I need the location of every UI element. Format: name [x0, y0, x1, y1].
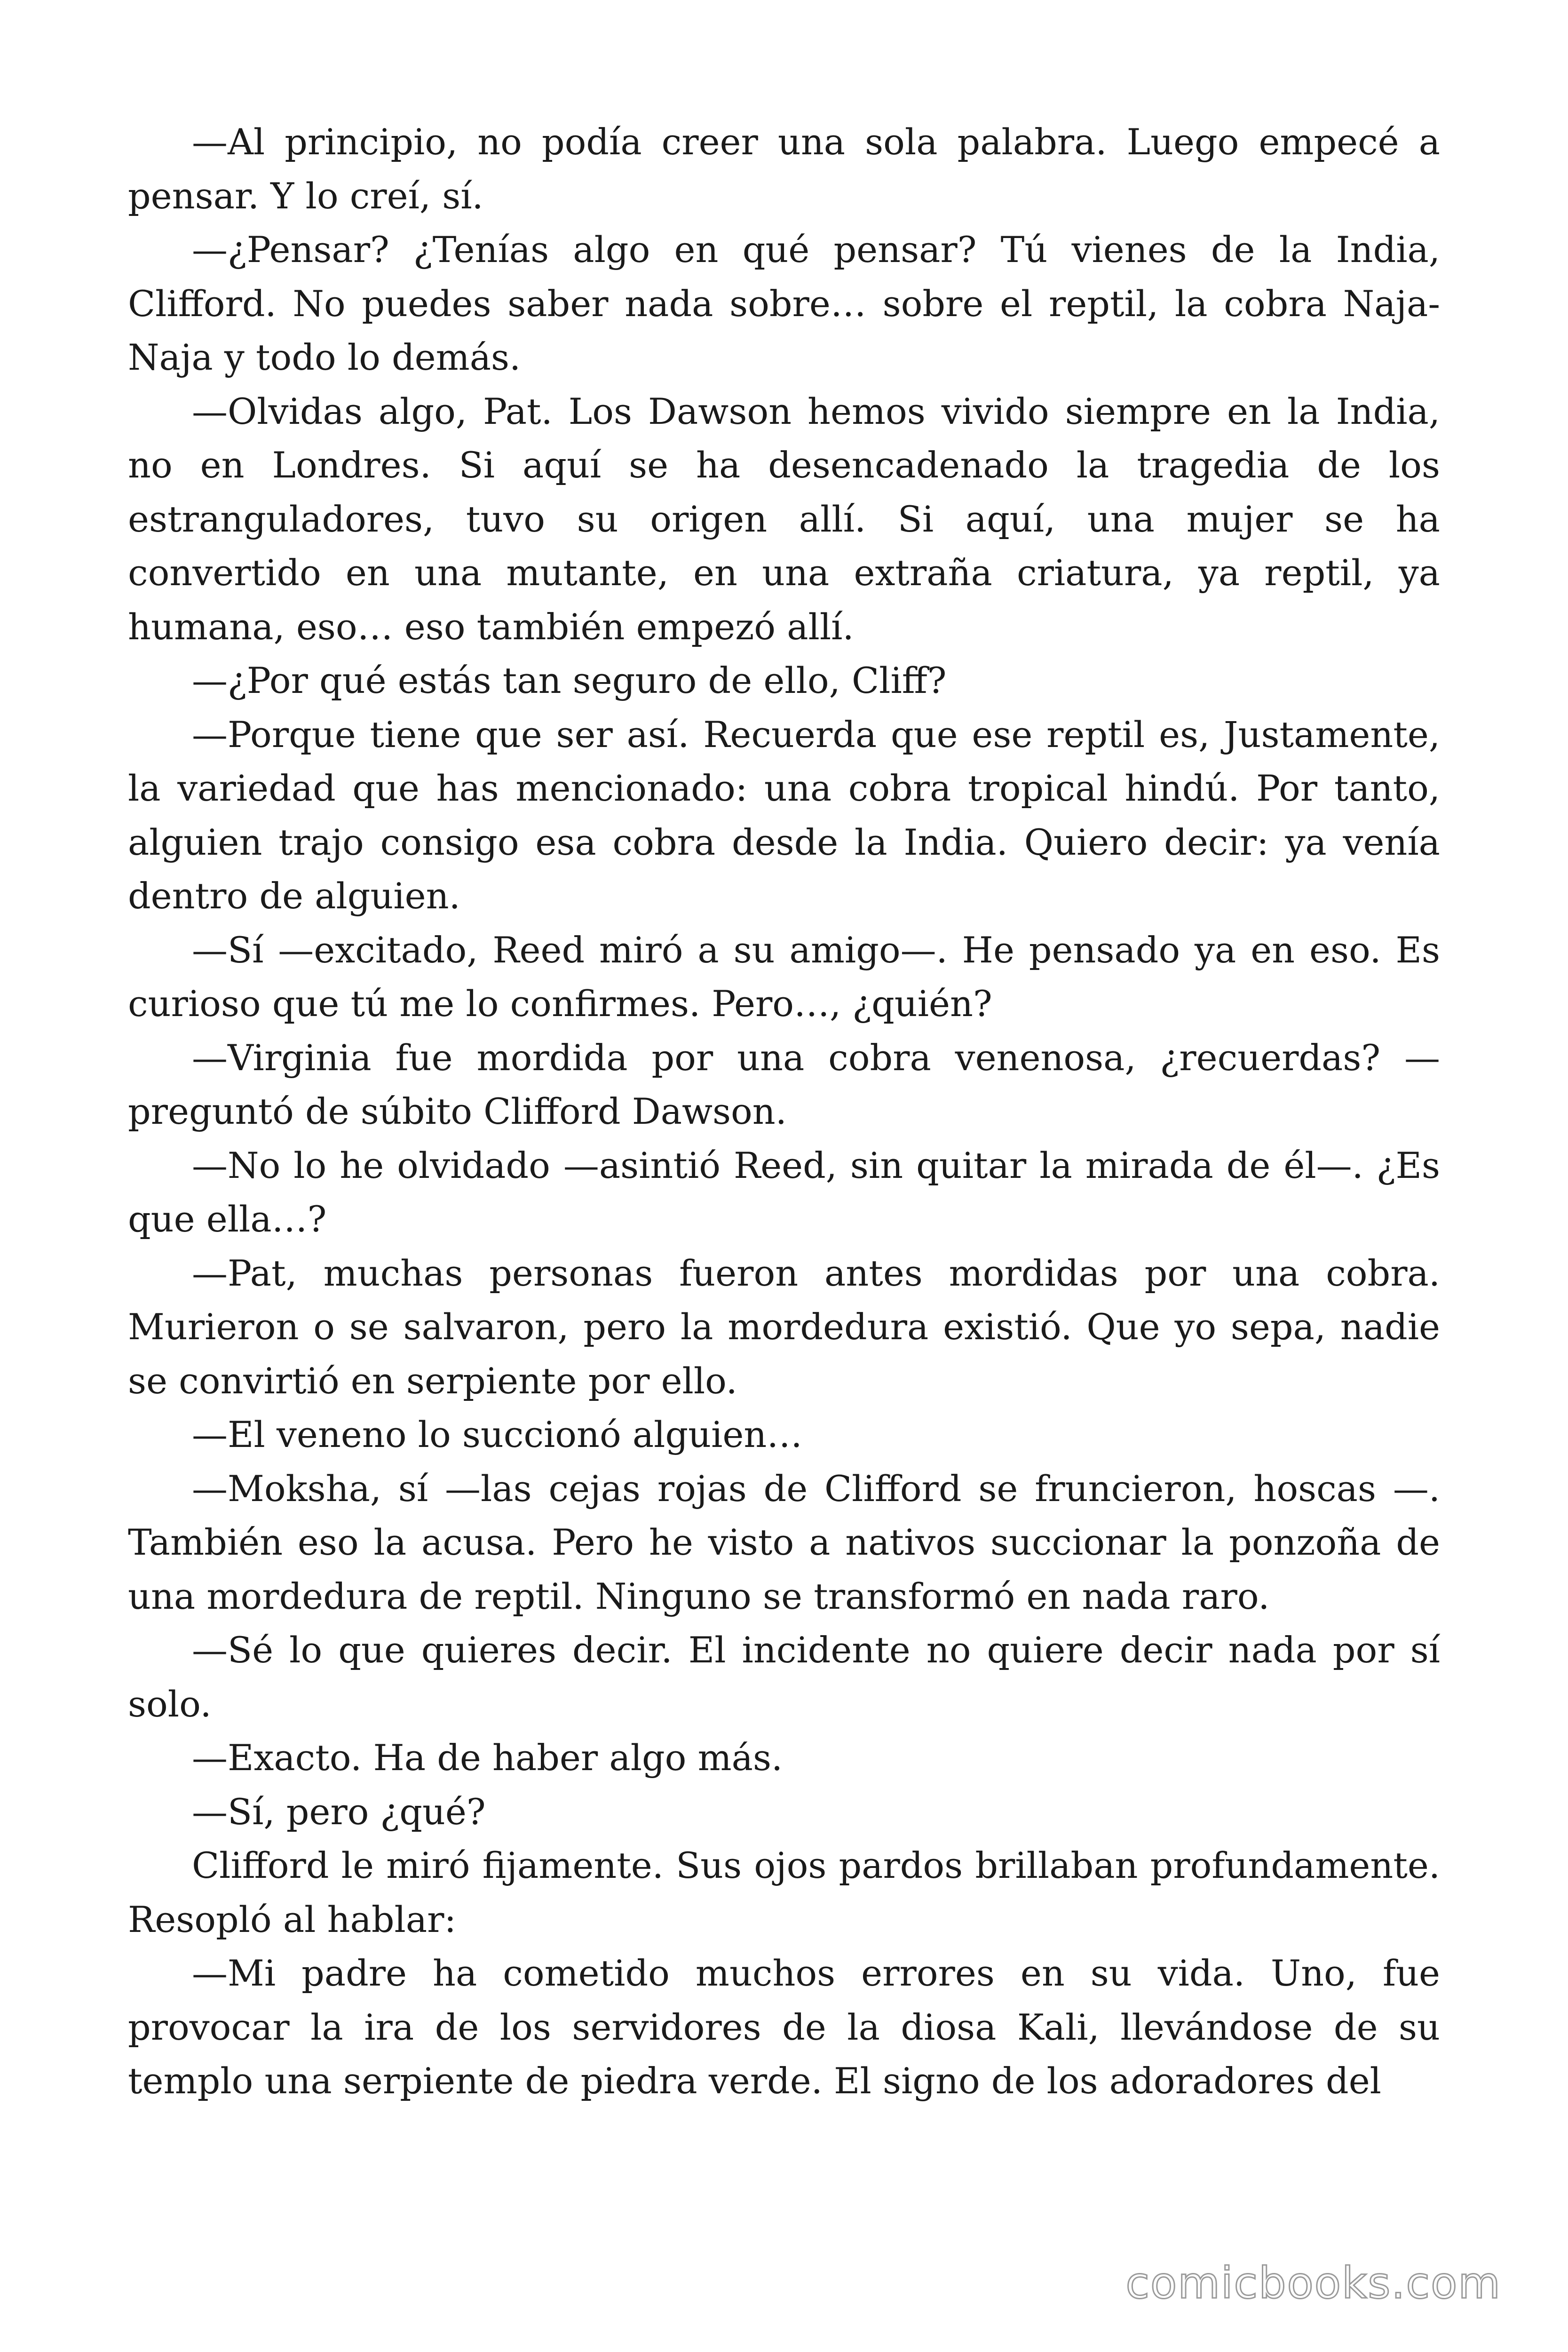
paragraph: —¿Pensar? ¿Tenías algo en qué pensar? Tú vienes de la India, Clifford. No puedes saber nada sobre… sobre el reptil, la cobra Naja-Naja y todo lo demás. — [128, 229, 1440, 378]
body-text — [128, 115, 1440, 2108]
paragraph: Clifford le miró fijamente. Sus ojos pardos brillaban profundamente. Resopló al hablar: — [128, 1844, 1440, 1940]
paragraph: —Pat, muchas personas fueron antes mordidas por una cobra. Murieron o se salvaron, pero la mordedura existió. Que yo sepa, nadie se convirtió en serpiente por ello. — [128, 1252, 1440, 1402]
paragraph: —Sé lo que quieres decir. El incidente no quiere decir nada por sí solo. — [128, 1629, 1440, 1725]
paragraph: —El veneno lo succionó alguien… — [192, 1414, 803, 1455]
paragraph: —Exacto. Ha de haber algo más. — [192, 1737, 783, 1779]
watermark-logo: comicbooks.com — [1125, 2258, 1501, 2308]
paragraph: —Mi padre ha cometido muchos errores en su vida. Uno, fue provocar la ira de los servidores de la diosa Kali, llevándose de su templo una serpiente de piedra verde. El signo de los adoradores del — [128, 1952, 1440, 2102]
paragraph: —Olvidas algo, Pat. Los Dawson hemos vivido siempre en la India, no en Londres. Si aquí se ha desencadenado la tragedia de los estranguladores, tuvo su origen allí. Si aquí, una mujer se ha convertido en una mutante, en una extraña criatura, ya reptil, ya humana, eso… eso también empezó allí. — [128, 390, 1440, 648]
paragraph: —Moksha, sí —las cejas rojas de Clifford se fruncieron, hoscas —. También eso la acusa. Pero he visto a nativos succionar la ponzoña de una mordedura de reptil. Ninguno se transformó en nada raro. — [128, 1467, 1440, 1617]
paragraph: —Virginia fue mordida por una cobra venenosa, ¿recuerdas? —preguntó de súbito Clifford Dawson. — [128, 1036, 1440, 1132]
paragraph: —Sí —excitado, Reed miró a su amigo—. He pensado ya en eso. Es curioso que tú me lo confirmes. Pero…, ¿quién? — [128, 929, 1440, 1025]
paragraph: —No lo he olvidado —asintió Reed, sin quitar la mirada de él—. ¿Es que ella…? — [128, 1144, 1440, 1240]
paragraph: —Sí, pero ¿qué? — [192, 1790, 486, 1833]
paragraph: —Porque tiene que ser así. Recuerda que ese reptil es, Justamente, la variedad que has mencionado: una cobra tropical hindú. Por tanto, alguien trajo consigo esa cobra desde la India. Quiero decir: ya venía dentro de alguien. — [128, 713, 1440, 917]
paragraph: —Al principio, no podía creer una sola palabra. Luego empecé a pensar. Y lo creí, sí. — [128, 121, 1440, 217]
paragraph: —¿Por qué estás tan seguro de ello, Cliff? — [192, 660, 947, 701]
